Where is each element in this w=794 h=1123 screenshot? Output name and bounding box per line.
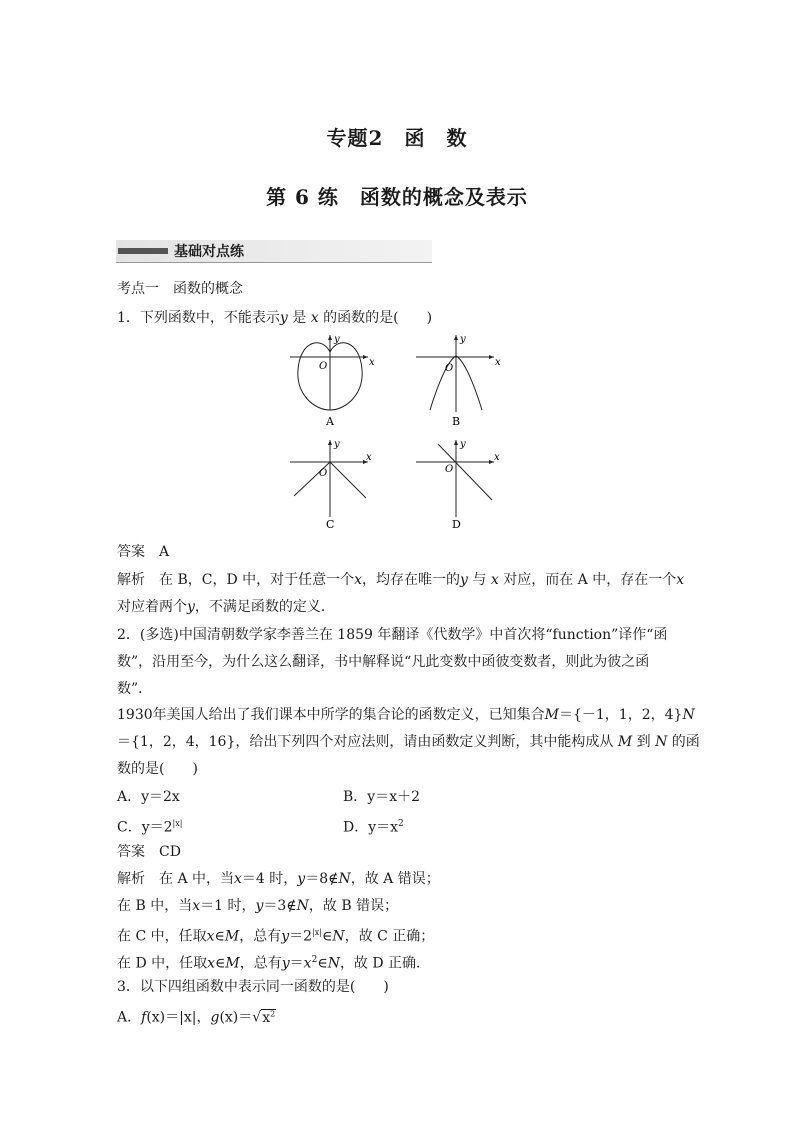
question-1-graphs bbox=[280, 332, 520, 532]
question-2-line-3: 数”． bbox=[117, 681, 153, 697]
question-2-analysis-line-3: 在 C 中，任取x∈M，总有$y=2^{|x|}\in N$，故 C 正确； bbox=[117, 928, 435, 945]
graph-d-label: D bbox=[452, 518, 461, 531]
graph-b-label: B bbox=[452, 415, 461, 428]
question-3-stem: 3．以下四组函数中表示同一函数的是( ) bbox=[117, 979, 389, 995]
graph-c bbox=[290, 439, 372, 531]
section-divider bbox=[116, 262, 432, 263]
question-2-line-2: 数”，沿用至今，为什么这么翻译，书中解释说“凡此变数中函彼变数者，则此为彼之函 bbox=[117, 654, 650, 670]
graph-a-label: A bbox=[326, 415, 334, 428]
question-3-option-a: A．f(x)＝|x|，$g(x)=√x^2$ bbox=[117, 1005, 276, 1027]
question-2-line-1: 2．(多选)中国清朝数学家李善兰在 1859 年翻译《代数学》中首次将“function”译作“函 bbox=[117, 627, 668, 643]
graph-d-origin: O bbox=[445, 464, 454, 475]
section-header bbox=[116, 240, 432, 262]
question-2-option-d: D．$y=x^2$ bbox=[343, 819, 404, 836]
question-2-option-c: C．$y=2^{|x|}$ bbox=[117, 819, 183, 836]
graph-a bbox=[290, 334, 375, 428]
kaodian-heading: 考点一 函数的概念 bbox=[117, 281, 243, 297]
graph-b-y-label: y bbox=[460, 334, 466, 345]
graph-a-x-label: x bbox=[369, 357, 375, 368]
question-1-analysis-line-2: 对应着两个y，不满足函数的定义． bbox=[117, 599, 335, 615]
section-bar-decoration bbox=[118, 248, 168, 254]
graph-c-x-label: x bbox=[366, 452, 372, 463]
graph-d bbox=[416, 439, 500, 531]
sqrt-symbol: $√x^2$ bbox=[252, 1009, 276, 1026]
lesson-title: 第 6 练 函数的概念及表示 bbox=[266, 185, 528, 209]
section-label: 基础对点练 bbox=[174, 244, 244, 260]
graph-c-y-label: y bbox=[334, 439, 340, 450]
question-2-analysis-line-4: 在 D 中，任取x∈M，总有$y=x^2\in N$，故 D 正确． bbox=[117, 955, 431, 972]
graph-b bbox=[416, 334, 501, 428]
question-2-analysis-line-1: 解析 在 A 中，当x＝4 时，y＝8∉N，故 A 错误； bbox=[117, 871, 440, 887]
graph-d-x-label: x bbox=[494, 452, 500, 463]
graph-c-origin: O bbox=[319, 468, 328, 479]
question-2-line-6: 数的是( ) bbox=[117, 761, 198, 777]
graph-a-origin: O bbox=[319, 361, 328, 372]
question-2-answer: 答案 CD bbox=[117, 844, 181, 860]
question-1-answer: 答案 A bbox=[117, 544, 170, 560]
graph-b-origin: O bbox=[445, 363, 454, 374]
question-1-analysis-line-1: 解析 在 B，C，D 中，对于任意一个x，均存在唯一的y 与 x 对应，而在 A 中，存在一个x bbox=[117, 572, 685, 588]
question-2-option-a: A．y＝2x bbox=[117, 789, 180, 805]
question-2-option-b: B．y＝x＋2 bbox=[343, 789, 420, 805]
graph-a-y-label: y bbox=[334, 334, 340, 345]
graph-b-x-label: x bbox=[495, 357, 501, 368]
question-1-stem: 1．下列函数中，不能表示y 是 x 的函数的是( ) bbox=[117, 310, 433, 326]
graph-d-y-label: y bbox=[460, 439, 466, 450]
question-2-analysis-line-2: 在 B 中，当x＝1 时，y＝3∉N，故 B 错误； bbox=[117, 898, 399, 914]
question-2-line-4: 1930年美国人给出了我们课本中所学的集合论的函数定义，已知集合M＝{－1，1，2，4}N bbox=[117, 707, 695, 723]
question-2-line-5: ＝{1，2，4，16}，给出下列四个对应法则，请由函数定义判断，其中能构成从 M 到 N 的函 bbox=[117, 734, 700, 750]
graph-c-label: C bbox=[326, 518, 335, 531]
page-topic-title: 专题2 函 数 bbox=[326, 126, 468, 150]
